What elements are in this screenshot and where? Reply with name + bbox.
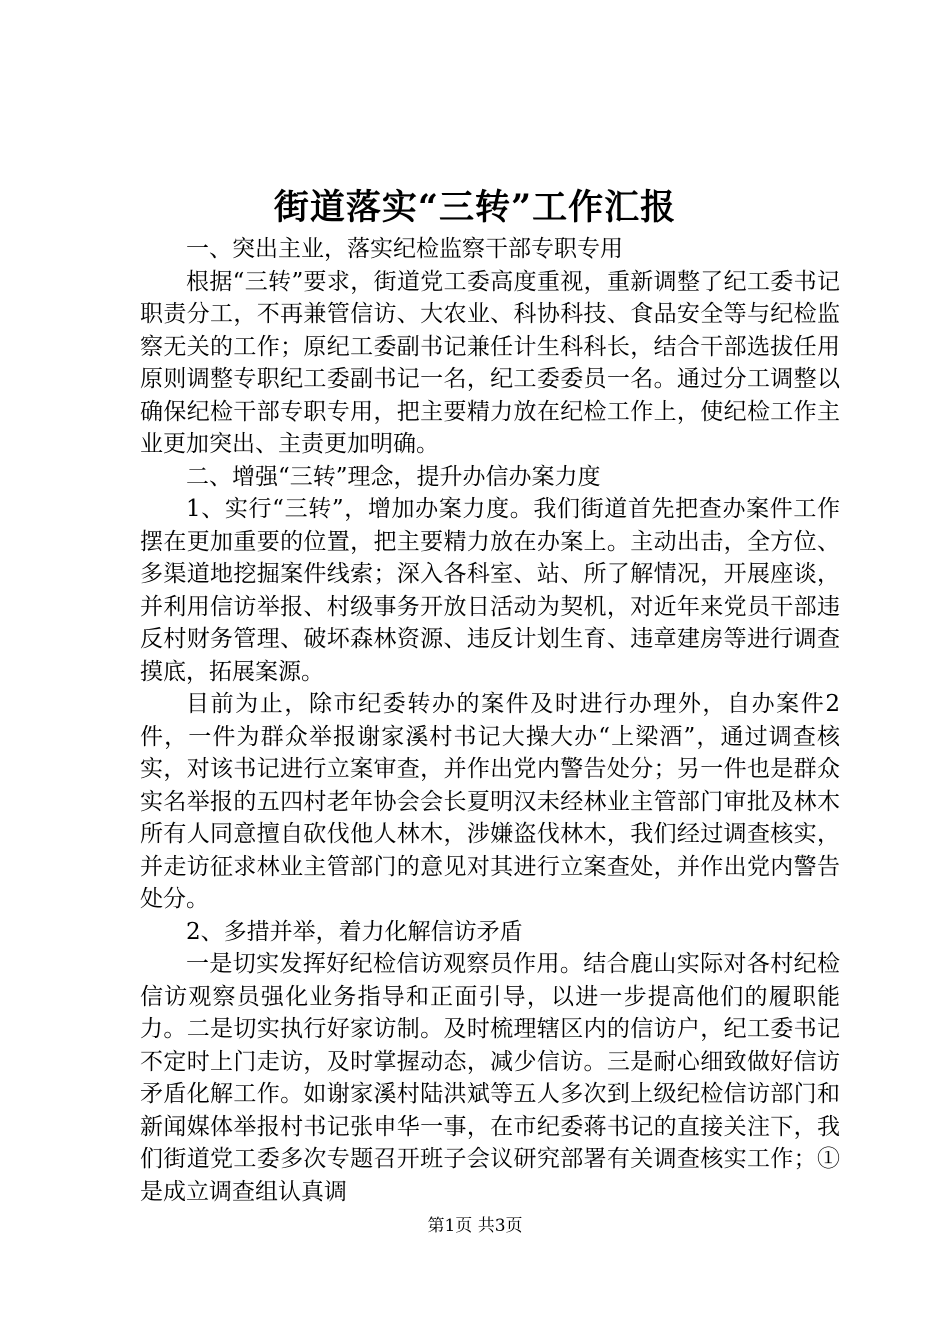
page-footer: 第1页 共3页 xyxy=(427,1216,523,1236)
section-heading-1: 一、突出主业，落实纪检监察干部专职专用 xyxy=(186,236,623,262)
body-paragraph: 1、实行“三转”，增加办案力度。我们街道首先把查办案件工作摆在更加重要的位置，把主要精力放在办案上。主动出击，全方位、多渠道地挖掘案件线索；深入各科室、站、所了解情况，开展座谈，并利用信访举报、村级事务开放日活动为契机，对近年来党员干部违反村财务管理、破坏森林资源、违反计划生育、违章建房等进行调查摸底，拓展案源。 xyxy=(140,496,840,685)
document-body xyxy=(140,233,840,1208)
body-paragraph: 一是切实发挥好纪检信访观察员作用。结合鹿山实际对各村纪检信访观察员强化业务指导和正面引导，以进一步提高他们的履职能力。二是切实执行好家访制。及时梳理辖区内的信访户，纪工委书记不定时上门走访，及时掌握动态，减少信访。三是耐心细致做好信访矛盾化解工作。如谢家溪村陆洪斌等五人多次到上级纪检信访部门和新闻媒体举报村书记张申华一事，在市纪委蒋书记的直接关注下，我们街道党工委多次专题召开班子会议研究部署有关调查核实工作；①是成立调查组认真调 xyxy=(140,951,840,1205)
document-title: 街道落实“三转”工作汇报 xyxy=(273,187,677,228)
body-paragraph: 目前为止，除市纪委转办的案件及时进行办理外，自办案件2件，一件为群众举报谢家溪村书记大操大办“上梁酒”，通过调查核实，对该书记进行立案审查，并作出党内警告处分；另一件也是群众实名举报的五四村老年协会会长夏明汉未经林业主管部门审批及林木所有人同意擅自砍伐他人林木，涉嫌盗伐林木，我们经过调查核实，并走访征求林业主管部门的意见对其进行立案查处，并作出党内警告处分。 xyxy=(140,691,840,912)
subsection-heading: 2、多措并举，着力化解信访矛盾 xyxy=(186,918,523,945)
section-heading-2: 二、增强“三转”理念，提升办信办案力度 xyxy=(186,463,601,490)
body-paragraph: 根据“三转”要求，街道党工委高度重视，重新调整了纪工委书记职责分工，不再兼管信访、大农业、科协科技、食品安全等与纪检监察无关的工作；原纪工委副书记兼任计生科科长，结合干部选拔任用原则调整专职纪工委副书记一名，纪工委委员一名。通过分工调整以确保纪检干部专职专用，把主要精力放在纪检工作上，使纪检工作主业更加突出、主责更加明确。 xyxy=(140,268,840,457)
